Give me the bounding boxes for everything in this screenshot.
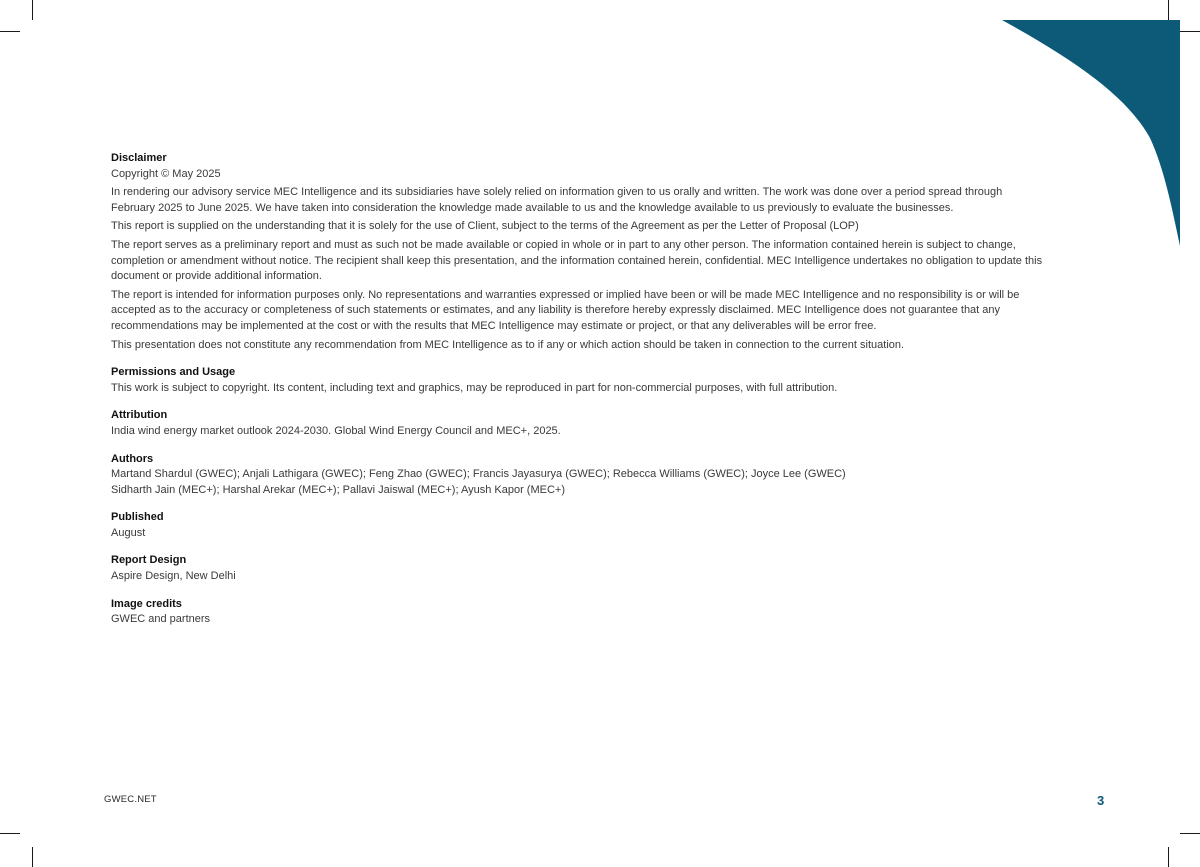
permissions-section [111,365,1046,396]
crop-mark [1168,0,1169,20]
published-text: August [111,526,146,539]
permissions-heading: Permissions and Usage [111,366,236,379]
disclaimer-paragraph: The report is intended for information purposes only. No representations and warranties expressed or implied have been or will be made MEC Intelligence and no responsibility is or will be accepted as to the accuracy or completeness of such statements or estimates, and any liability is therefore hereby expressly disclaimed. MEC Intelligence does not guarantee that any recommendations may be implemented at the cost or with the results that MEC Intelligence may estimate or project, or that any deliverables will be error free. [111,288,1020,332]
image-credits-text: GWEC and partners [111,613,211,626]
crop-mark [32,847,33,867]
report-design-section [111,553,1046,584]
crop-mark [1180,833,1200,834]
disclaimer-paragraph: In rendering our advisory service MEC Intelligence and its subsidiaries have solely relied on information given to us orally and written. The work was done over a period spread through February 2025 to June 2025. We have taken into consideration the knowledge made available to us and the knowledge available to us previously to evaluate the businesses. [111,186,1003,214]
image-credits-heading: Image credits [111,597,182,610]
attribution-section [111,408,1046,439]
attribution-heading: Attribution [111,409,168,422]
crop-mark [0,31,20,32]
published-heading: Published [111,511,164,524]
disclaimer-paragraph: The report serves as a preliminary report and must as such not be made available or copied in whole or in part to any other person. The information contained herein is subject to change, completion or amendment without notice. The recipient shall keep this presentation, and the information contained herein, confidential. MEC Intelligence undertakes no obligation to update this document or provide additional information. [111,238,1043,283]
footer-site-link[interactable]: GWEC.NET [104,794,157,805]
report-design-text: Aspire Design, New Delhi [111,570,236,583]
crop-mark [1168,847,1169,867]
image-credits-section [111,597,1046,628]
authors-line: Sidharth Jain (MEC+); Harshal Arekar (MEC+); Pallavi Jaiswal (MEC+); Ayush Kapor (MEC+) [111,483,565,496]
attribution-text: India wind energy market outlook 2024-2030. Global Wind Energy Council and MEC+, 2025. [111,424,561,437]
disclaimer-section [111,151,1046,353]
disclaimer-heading: Disclaimer [111,152,167,164]
authors-heading: Authors [111,452,154,465]
published-section [111,510,1046,541]
crop-mark [0,833,20,834]
authors-section [111,452,1046,499]
disclaimer-paragraph: This presentation does not constitute any recommendation from MEC Intelligence as to if any or which action should be taken in connection to the current situation. [111,338,905,351]
crop-mark [1180,31,1200,32]
disclaimer-paragraph: This report is supplied on the understanding that it is solely for the use of Client, subject to the terms of the Agreement as per the Letter of Proposal (LOP) [111,220,859,233]
authors-line: Martand Shardul (GWEC); Anjali Lathigara (GWEC); Feng Zhao (GWEC); Francis Jayasurya (GWEC); Rebecca Williams (GWEC); Joyce Lee (GWEC) [111,468,846,481]
page-number: 3 [1097,793,1105,808]
copyright-line: Copyright © May 2025 [111,167,221,180]
colophon-content [111,151,1046,640]
report-design-heading: Report Design [111,554,187,567]
permissions-text: This work is subject to copyright. Its content, including text and graphics, may be reproduced in part for non-commercial purposes, with full attribution. [111,381,838,394]
crop-mark [32,0,33,20]
